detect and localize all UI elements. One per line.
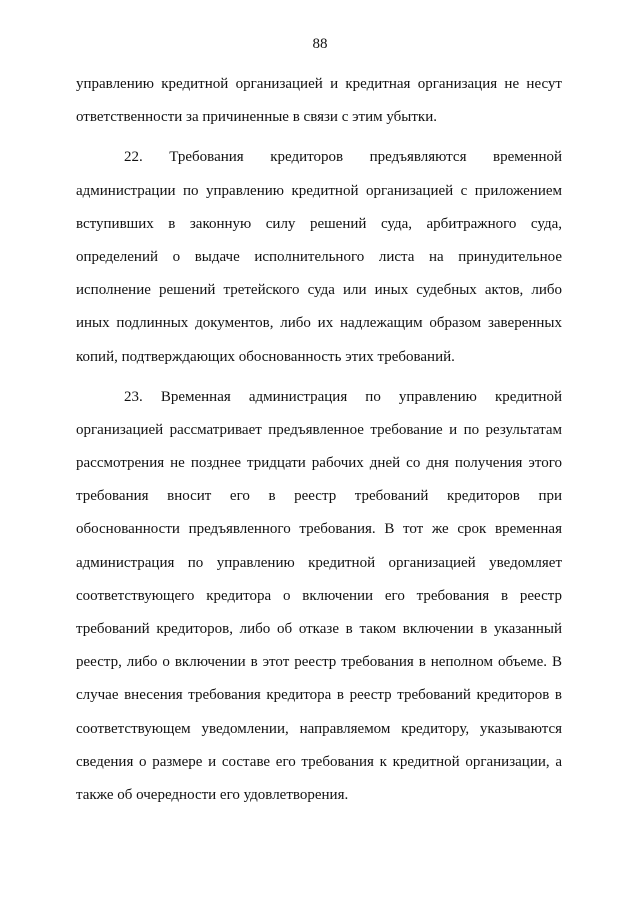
text-line: 22. Требования кредиторов предъявляются временной — [124, 149, 562, 166]
text-line: ответственности за причиненные в связи с этим убытки. — [76, 109, 437, 126]
text-line: рассмотрения не позднее тридцати рабочих дней со дня получения этого — [76, 455, 562, 472]
paragraph-23 — [76, 381, 562, 812]
text-line: определений о выдаче исполнительного листа на принудительное — [76, 248, 562, 265]
paragraph-22 — [76, 141, 562, 373]
text-line: администрации по управлению кредитной организацией с приложением — [76, 182, 562, 199]
text-line: обоснованности предъявленного требования. В тот же срок временная — [76, 521, 562, 538]
text-line: иных подлинных документов, либо их надлежащим образом заверенных — [76, 315, 562, 332]
text-line: требования вносит его в реестр требований кредиторов при — [76, 488, 562, 505]
text-line: 23. Временная администрация по управлению кредитной — [124, 388, 562, 405]
text-line: также об очередности его удовлетворения. — [76, 786, 349, 803]
text-line: соответствующего кредитора о включении его требования в реестр — [76, 587, 562, 604]
text-line: управлению кредитной организацией и кредитная организация не несут — [76, 76, 562, 92]
text-line: сведения о размере и составе его требования к кредитной организации, а — [76, 753, 562, 770]
text-line: вступивших в законную силу решений суда, арбитражного суда, — [76, 215, 562, 232]
text-line: требований кредиторов, либо об отказе в таком включении в указанный — [76, 621, 562, 637]
text-line: исполнение решений третейского суда или иных судебных актов, либо — [76, 282, 562, 299]
text-line: случае внесения требования кредитора в реестр требований кредиторов в — [76, 687, 562, 704]
text-line: реестр, либо о включении в этот реестр требования в неполном объеме. В — [76, 654, 562, 671]
page-number: 88 — [312, 36, 328, 52]
document-body — [76, 68, 562, 812]
text-line: соответствующем уведомлении, направляемом кредитору, указываются — [76, 720, 562, 737]
paragraph-continuation — [76, 68, 562, 134]
text-line: копий, подтверждающих обоснованность этих требований. — [76, 348, 455, 365]
text-line: организацией рассматривает предъявленное требование и по результатам — [76, 421, 562, 438]
text-line: администрация по управлению кредитной организацией уведомляет — [76, 554, 562, 571]
